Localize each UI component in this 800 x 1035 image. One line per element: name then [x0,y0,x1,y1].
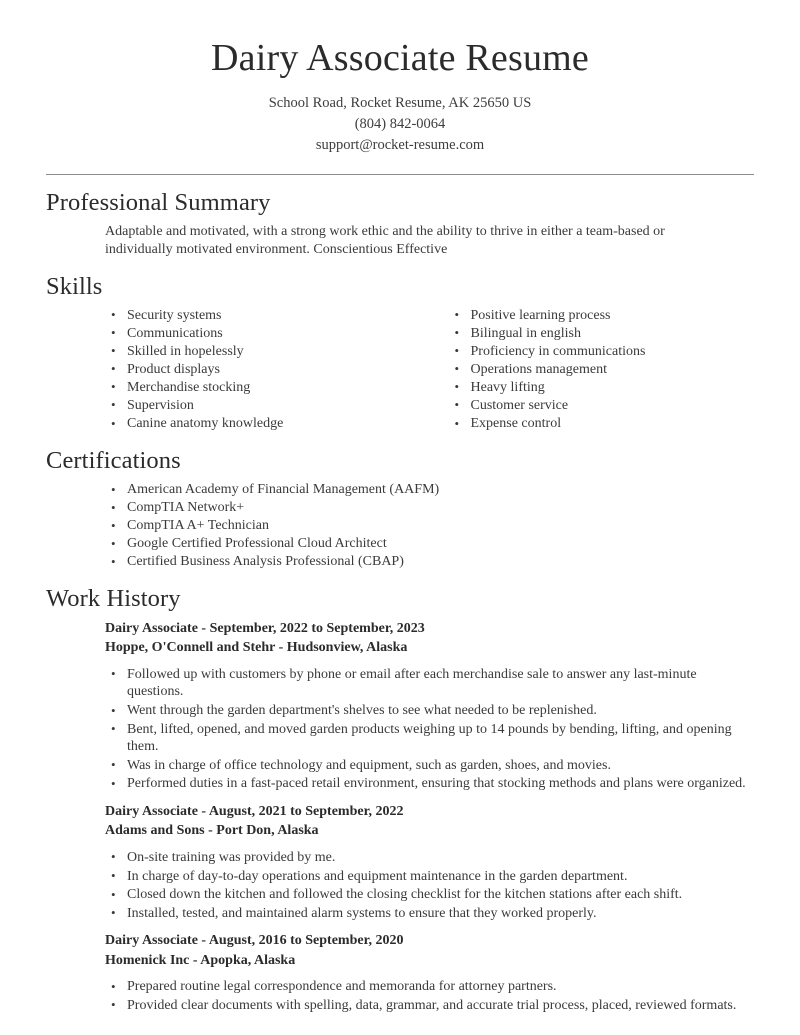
list-item: • In charge of day-to-day operations and equipment maintenance in the garden department. [105,868,754,886]
list-item: • Bilingual in english [449,325,755,343]
section-title-work-history: Work History [46,584,181,612]
job-bullets-wrapper [105,666,754,793]
list-item: • Followed up with customers by phone or email after each merchandise sale to answer any last-minute questions. [105,666,754,701]
section-title-certifications: Certifications [46,447,181,475]
contact-address: School Road, Rocket Resume, AK 25650 US [268,94,532,111]
contact-email[interactable]: support@rocket-resume.com [315,136,485,153]
job-company-and-location: Adams and Sons - Port Don, Alaska [105,823,319,839]
job-bullets-wrapper [105,849,754,922]
list-item: • Product displays [105,361,430,379]
section-title-professional-summary: Professional Summary [46,188,271,216]
header-divider [46,174,754,175]
list-item: • Installed, tested, and maintained alarm systems to ensure that they worked properly. [105,905,754,923]
list-item: • Communications [105,325,430,343]
list-item: • Provided clear documents with spelling, data, grammar, and accurate trial process, placed, reviewed formats. [105,997,754,1015]
section-title-skills: Skills [46,272,103,300]
list-item: • Customer service [449,397,755,415]
job-bullet-list [105,978,754,1014]
professional-summary-body [46,223,754,259]
list-item: • Bent, lifted, opened, and moved garden products weighing up to 14 pounds by bending, lifting, and opening them. [105,721,754,756]
list-item: • CompTIA A+ Technician [105,517,754,535]
work-history-body [46,619,754,1015]
section-work-history [46,583,754,1015]
skills-column-left [105,307,430,434]
certifications-list [105,481,754,571]
skills-column-right [430,307,755,434]
list-item: • Google Certified Professional Cloud Architect [105,535,754,553]
skills-columns [46,307,754,434]
job-company-and-location: Hoppe, O'Connell and Stehr - Hudsonview, Alaska [105,640,408,656]
page-title: Dairy Associate Resume [211,37,589,79]
job-bullet-list [105,666,754,793]
list-item: • American Academy of Financial Management (AAFM) [105,481,754,499]
job-bullets-wrapper [105,978,754,1014]
contact-block [46,93,754,156]
list-item: • Heavy lifting [449,379,755,397]
list-item: • Canine anatomy knowledge [105,415,430,433]
list-item: • Closed down the kitchen and followed the closing checklist for the kitchen stations after each shift. [105,886,754,904]
list-item: • Skilled in hopelessly [105,343,430,361]
list-item: • Prepared routine legal correspondence and memoranda for attorney partners. [105,978,754,996]
list-item: • Positive learning process [449,307,755,325]
section-skills [46,271,754,434]
job-role-and-dates: Dairy Associate - September, 2022 to September, 2023 [105,620,425,636]
job-company-and-location: Homenick Inc - Apopka, Alaska [105,952,296,968]
list-item: • On-site training was provided by me. [105,849,754,867]
job-role-and-dates: Dairy Associate - August, 2021 to September, 2022 [105,803,404,819]
list-item: • Supervision [105,397,430,415]
contact-phone[interactable]: (804) 842-0064 [354,115,446,132]
list-item: • Operations management [449,361,755,379]
list-item: • Expense control [449,415,755,433]
work-history-entry [105,619,754,793]
list-item: • Certified Business Analysis Professional (CBAP) [105,553,754,571]
list-item: • CompTIA Network+ [105,499,754,517]
job-role-and-dates: Dairy Associate - August, 2016 to September, 2020 [105,933,404,949]
professional-summary-text: Adaptable and motivated, with a strong work ethic and the ability to thrive in either a team-based or individually motivated environment. Conscientious Effective [105,223,665,257]
list-item: • Went through the garden department's shelves to see what needed to be replenished. [105,702,754,720]
list-item: • Performed duties in a fast-paced retail environment, ensuring that stocking methods and plans were organized. [105,775,754,793]
list-item: • Proficiency in communications [449,343,755,361]
section-certifications [46,445,754,571]
certifications-body [46,481,754,571]
list-item: • Merchandise stocking [105,379,430,397]
skills-list-left [105,307,430,433]
work-history-entry [105,802,754,922]
work-history-entry [105,931,754,1014]
job-bullet-list [105,849,754,922]
list-item: • Was in charge of office technology and equipment, such as garden, shoes, and movies. [105,757,754,775]
list-item: • Security systems [105,307,430,325]
section-professional-summary [46,187,754,259]
skills-list-right [449,307,755,433]
